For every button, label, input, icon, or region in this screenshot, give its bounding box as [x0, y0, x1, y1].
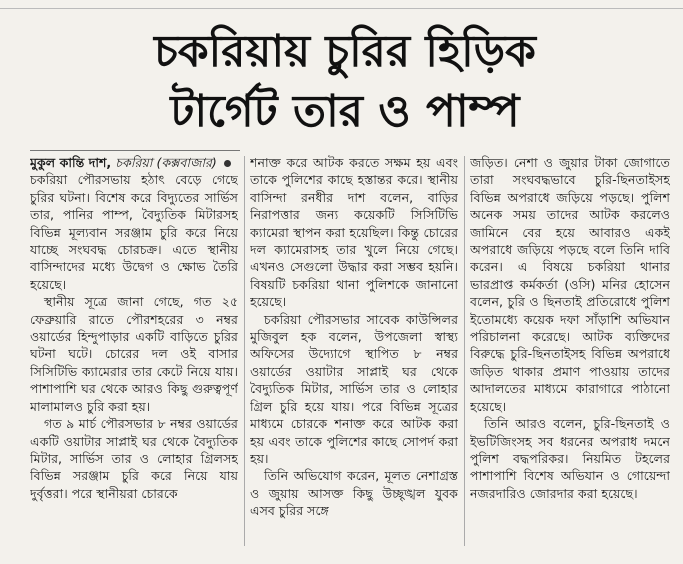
paragraph: চকরিয়া পৌরসভায় হঠাৎ বেড়ে গেছে চুরির ঘটনা। বিশেষ করে বিদ্যুতের সার্ভিস তার, পানির পাম্প, বৈদ্যুতিক মিটারসহ বিভিন্ন মূল্যবান সরঞ্জাম চুরি করে নিয়ে যাচ্ছে সংঘবদ্ধ চোরচক্র। এতে স্থানীয় বাসিন্দাদের মধ্যে উদ্বেগ ও ক্ষোভ তৈরি হয়েছে।: [30, 172, 238, 292]
top-edge-strip: [0, 0, 683, 9]
bullet-icon: [224, 160, 231, 167]
article-column-3: [470, 154, 670, 546]
byline-rule: [30, 150, 240, 151]
left-edge-strip: [0, 60, 14, 540]
paragraph: চকরিয়া পৌরসভার সাবেক কাউন্সিলর মুজিবুল হক বলেন, উপজেলা স্বাস্থ্য অফিসের উদ্যোগে স্থাপিত ৮ নম্বর ওয়ার্ডের ওয়াটার সাপ্লাই ঘর থেকে বৈদ্যুতিক মিটার, সার্ভিস তার ও লোহার গ্রিল চুরি হয়ে যায়। পরে বিভিন্ন সূত্রের মাধ্যমে চোরকে শনাক্ত করে আটক করা হয় এবং তাকে পুলিশের কাছে সোপর্দ করা হয়।: [250, 311, 458, 466]
byline-author: মুকুল কান্তি দাশ,: [30, 155, 112, 170]
paragraph: গত ৯ মার্চ পৌরসভার ৮ নম্বর ওয়ার্ডের একটি ওয়াটার সাপ্লাই ঘর থেকে বৈদ্যুতিক মিটার, সার্ভিস তার ও লোহার গ্রিলসহ বিভিন্ন সরঞ্জাম চুরি করে নিয়ে যায় দুর্বৃত্তরা। পরে স্থানীয়রা চোরকে: [30, 416, 238, 501]
headline: [30, 22, 660, 142]
article-column-1: [30, 154, 238, 546]
byline-place: চকরিয়া (কক্সবাজার): [115, 155, 217, 170]
paragraph: তিনি আরও বলেন, চুরি-ছিনতাই ও ইভটিজিংসহ সব ধরনের অপরাধ দমনে পুলিশ বদ্ধপরিকর। নিয়মিত টহলের পাশাপাশি বিশেষ অভিযান ও গোয়েন্দা নজরদারিও জোরদার করা হয়েছে।: [470, 416, 670, 501]
paragraph: স্থানীয় সূত্রে জানা গেছে, গত ২৫ ফেব্রুয়ারি রাতে পৌরশহরের ৩ নম্বর ওয়ার্ডের হিন্দুপাড়ার একটি বাড়িতে চুরির ঘটনা ঘটে। চোরের দল ওই বাসার সিসিটিভি ক্যামেরার তার কেটে নিয়ে যায়। পাশাপাশি ঘর থেকে আরও কিছু গুরুত্বপূর্ণ মালামালও চুরি করা হয়।: [30, 294, 238, 414]
column-divider: [464, 156, 465, 546]
headline-line-1: চকরিয়ায় চুরির হিড়িক: [154, 26, 536, 77]
paragraph: জড়িত। নেশা ও জুয়ার টাকা জোগাতে তারা সংঘবদ্ধভাবে চুরি-ছিনতাইসহ বিভিন্ন অপরাধে জড়িয়ে পড়ছে। পুলিশ অনেক সময় তাদের আটক করলেও জামিনে বের হয়ে আবারও একই অপরাধে জড়িয়ে পড়ছে বলে তিনি দাবি করেন। এ বিষয়ে চকরিয়া থানার ভারপ্রাপ্ত কর্মকর্তা (ওসি) মনির হোসেন বলেন, চুরি ও ছিনতাই প্রতিরোধে পুলিশ ইতোমধ্যে কয়েক দফা সাঁড়াশি অভিযান পরিচালনা করেছে। আটক ব্যক্তিদের বিরুদ্ধে চুরি-ছিনতাইসহ বিভিন্ন অপরাধে জড়িত থাকার প্রমাণ পাওয়ায় তাদের আদালতের মাধ্যমে কারাগারে পাঠানো হয়েছে।: [470, 155, 670, 414]
paragraph: শনাক্ত করে আটক করতে সক্ষম হয় এবং তাকে পুলিশের কাছে হস্তান্তর করে। স্থানীয় বাসিন্দা রনধীর দাশ বলেন, বাড়ির নিরাপত্তার জন্য কয়েকটি সিসিটিভি ক্যামেরা স্থাপন করা হয়েছিল। কিন্তু চোরের দল ক্যামেরাসহ তার খুলে নিয়ে গেছে। এখনও সেগুলো উদ্ধার করা সম্ভব হয়নি। বিষয়টি চকরিয়া থানা পুলিশকে জানানো হয়েছে।: [250, 155, 458, 310]
article-column-2: [250, 154, 458, 546]
byline: [30, 154, 238, 171]
column-divider: [244, 156, 245, 546]
headline-line-2: টার্গেট তার ও পাম্প: [170, 86, 520, 137]
paragraph: তিনি অভিযোগ করেন, মূলত নেশাগ্রস্ত ও জুয়ায় আসক্ত কিছু উচ্ছৃঙ্খল যুবক এসব চুরির সঙ্গে: [250, 468, 458, 519]
